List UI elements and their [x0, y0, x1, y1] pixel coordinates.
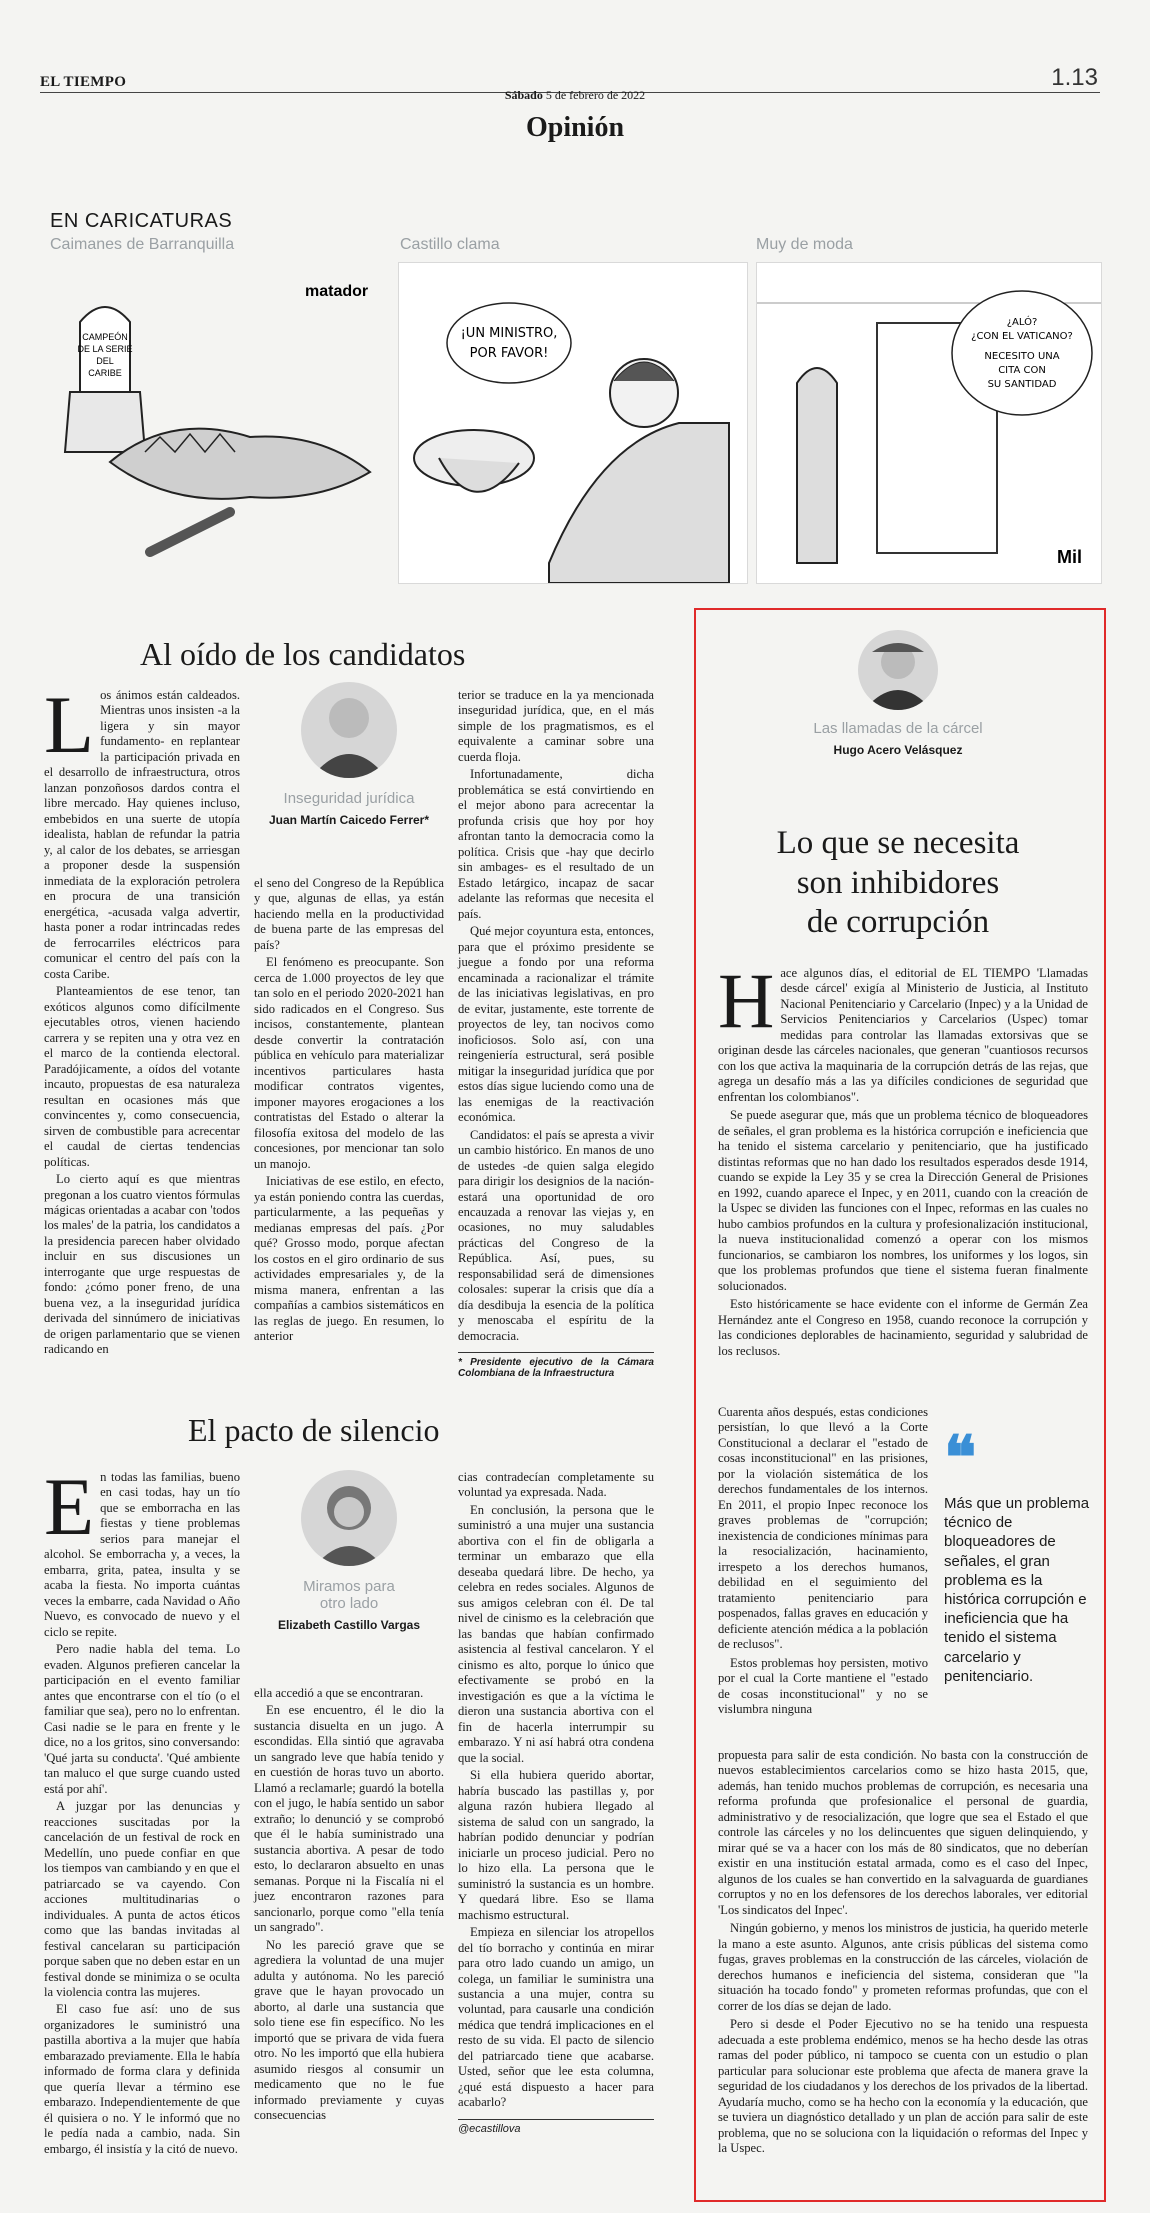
drop-cap: E — [44, 1461, 95, 1552]
author-signature: @ecastillova — [458, 2119, 654, 2135]
caricatures-heading: EN CARICATURAS — [50, 210, 233, 232]
author-photo — [858, 630, 938, 710]
article-column: propuesta para salir de esta condición. No basta con la construcción de nuevos establecimientos carcelarios como se hizo hasta 2015, que, además, han tenido muchos problemas de corrupción, es necesaria una reforma profunda que profesionalice el personal de guardia, administrativo y de resocialización, que logre que sea el Estado el que controle las cárceles y no los delincuentes que siguen delinquiendo, y mirar qué se va a hacer con los más de 80 sindicatos, que no deberían existir en una institución estatal armada, como es el caso del Inpec, algunos de los cuales se han convertido en la salvaguarda de guardianes corruptos y no en los defensores de los derechos laborales, ver editorial 'Los sindicatos del Inpec'. Ningún gobierno, y menos los ministros de justicia, ha querido meterle la mano a este asunto. Algunos, ante crisis públicas del sistema como fugas, graves problemas en la construcción de las cárceles, violación de derechos humanos e ineficiencia del sistema, consideran que "la situación ha tocado fondo" y prometen reformas profundas, que con el correr de los días se dejan de lado. Pero si desde el Poder Ejecutivo no se ha tenido una respuesta adecuada a este problema endémico, menos se ha hecho desde las otras ramas del poder público, ni tampoco se cuenta con un estudio o plan particular para solucionar este problema que afecta de manera grave la seguridad de los ciudadanos y los derechos de los privados de la libertad. Ayudaría mucho, como se ha hecho con la economía y la educación, que se tuviera un diagnóstico detallado y un plan de acción para salir de este problema, que no se soluciona con la liquidación o reformas del Inpec y la Uspec. — [718, 1748, 1088, 2156]
svg-text:CITA CON: CITA CON — [998, 365, 1046, 376]
drop-cap: L — [44, 679, 95, 770]
article-column: Cuarenta años después, estas condiciones persistían, lo que llevó a la Corte Constitucional a declarar el "estado de cosas inconstitucional" en las prisiones, por la violación sistemática de los derechos fundamentales de los internos. En 2011, el propio Inpec reconoce los graves problemas de "corrupción; inexistencia de condiciones mínimas para la resocialización, hacinamiento, irrespeto a los derechos humanos, debilidad en el seguimiento del tratamiento penitenciario para pospenados, fallas graves en educación y deficiente atención médica a la población de reclusos". Estos problemas hoy persisten, motivo por el cual la Corte mantiene el "estado de cosas inconstitucional" y no se vislumbra ninguna — [718, 1405, 928, 1717]
issue-date: Sábado 5 de febrero de 2022 — [504, 88, 646, 102]
author-block — [254, 1470, 444, 1632]
article-column: cias contradecían completamente su voluntad ya expresada. Nada. En conclusión, la persona que le suministró a una mujer una sustancia abortiva con el fin de obligarla a terminar un embarazo que ella deseaba quedará libre. De hecho, ya celebra en redes sociales. Algunos de sus amigos celebran con él. De tal nivel de cinismo es la celebración que las bandas que habían confirmado asistencia al festival cancelaron. Y el cinismo es alto, porque lo único que efectivamente se probó en la investigación es que a la víctima le dieron una sustancia abortiva con el fin de hacerla interrumpir su embarazo. Y ni así habrá otra condena que la social. Si ella hubiera querido abortar, habría buscado las pastillas y, por alguna razón hubiera llegado al sistema de salud con un sangrado, la habrían podido denunciar y podrían iniciarle un proceso judicial. Pero no lo hizo ella. La persona que le suministró la sustancia es un hombre. Y quedará libre. Eso se llama machismo estructural. Empieza en silenciar los atropellos del tío borracho y continúa en mirar para otro lado cuando un amigo, un colega, un familiar le suministra una sustancia a una mujer, contra su voluntad, para causarle una condición médica que tendrá implicaciones en el resto de su vida. El pacto de silencio del patriarcado tiene que acabarse. Usted, señor que lee esta columna, ¿qué está dispuesto a hacer para acabarlo? @ecastillova — [458, 1470, 654, 2135]
svg-text:DEL: DEL — [96, 356, 114, 366]
article-column: terior se traduce en la ya mencionada inseguridad jurídica, que, en el más simple de los pragmatismos, es el equivalente a caminar sobre una cuerda floja. Infortunadamente, dicha problemática se está convirtiendo en el mejor abono para acrecentar la profunda crisis que hoy por hoy afrontan tanto la democracia como la política. Crisis que -hay que decirlo sin ambages- es el resultado de un Estado letárgico, incapaz de sacar adelante las reformas que necesita el país. Qué mejor coyuntura esta, entonces, para que el próximo presidente se juegue a fondo por una reforma encaminada a racionalizar el trámite de las iniciativas legislativas, en pro de evitar, justamente, este torrente de proyectos de ley, tan nocivos como inoficiosos. Solo así, con una reingeniería estructural, será posible mitigar la inseguridad jurídica que por estos días sigue luciendo como una de las enemigas de la reactivación económica. Candidatos: el país se apresta a vivir un cambio histórico. En manos de uno de ustedes -de quien salga elegido para dirigir los designios de la nación- estará una oportunidad de oro encauzada a renovar las viejas y, en ocasiones, no muy saludables prácticas del Congreso de la República. Así, pues, su responsabilidad será de dimensiones colosales: superar la crisis que día a día desdibuja la esencia de la política y menoscaba el espíritu de la democracia. * Presidente ejecutivo de la Cámara Colombiana de la Infraestructura — [458, 688, 654, 1380]
author-footnote: * Presidente ejecutivo de la Cámara Colombiana de la Infraestructura — [458, 1352, 654, 1379]
caricature-image-3 — [756, 262, 1102, 584]
article-column: L os ánimos están caldeados. Mientras unos insisten -a la ligera y sin mayor fundamento- en replantear la participación privada en el desarrollo de infraestructura, otros lanzan ponzoñosos dardos contra el libre mercado. Hay quienes incluso, embebidos en una suerte de utopía idealista, hablan de refundar la patria y, al calor de los debates, se arriesgan a proponer desde la suspensión inmediata de la exploración petrolera en procura de una transición energética, -acusada valga advertir, hasta poner a rodar intrincadas redes de ferrocarriles eléctricos para comunicar el centro del país con la costa Caribe. Planteamientos de ese tenor, tan exóticos algunos como difícilmente ejecutables otros, vienen haciendo carrera y se repiten una y otra vez en el marco de la contienda electoral. Paradójicamente, a oídos del votante incauto, propuestas de esa naturaleza resultan en ocasiones más que convincentes y, como consecuencia, sirven de combustible para acrecentar el caudal de ciertas tendencias políticas. Lo cierto aquí es que mientras pregonan a los cuatro vientos fórmulas mágicas orientadas a acabar con 'todos los males' de la patria, los candidatos a la presidencia parecen haber olvidado incluir en sus discusiones un interrogante que urge respuestas de fondo: ¿cómo poner freno, de una buena vez, a la inseguridad jurídica derivada del sinnúmero de iniciativas de origen parlamentario que se vienen radicando en — [44, 679, 240, 1357]
quote-icon: ❝ — [944, 1424, 977, 1491]
artist-signature: matador — [305, 283, 369, 300]
svg-text:CAMPEÓN: CAMPEÓN — [82, 332, 128, 342]
article-column: E n todas las familias, bueno en casi todas, hay un tío que se emborracha en las fiestas y tiene problemas serios para manejar el alcohol. Se emborracha y, a veces, la embarra, grita, patea, insulta y se acaba la fiesta. No importa cuántas veces la embarre, cada Navidad o Año Nuevo, es convocado de nuevo y el ciclo se repite. Pero nadie habla del tema. Lo evaden. Algunos prefieren cancelar la participación en el evento familiar antes que encontrarse con el tío (o el familiar que sea), pero no lo enfrentan. Casi nadie se le para en frente y le dice, no a los gritos, sino conversando: 'Qué jarta su conducta'. 'Qué ambiente tan maluco el que surge cuando usted está por ahí'. A juzgar por las denuncias y reacciones suscitadas por la cancelación de un festival de rock en Medellín, uno puede confiar en que los tiempos van cambiando y en que el patriarcado se va cayendo. Con acciones multitudinarias o individuales. A punta de actos éticos como que las bandas invitadas al festival cancelaran su participación porque saben que no deben estar en un festival donde se minimiza o se oculta la violencia contra las mujeres. El caso fue así: uno de sus organizadores le suministró una pastilla abortiva a la mujer que había embarazado previamente. Ella le había informado de forma clara y definida que quería llevar a término ese embarazo. Independientemente de que él quisiera o no. Y le informó que no le pedía nada a cambio, nada. Sin embargo, él insistía y la citó de nuevo. — [44, 1461, 240, 2156]
caricature-caption-2: Castillo clama — [400, 236, 500, 253]
section-title: Opinión — [525, 112, 625, 143]
drop-cap: H — [718, 957, 775, 1044]
author-photo — [301, 1470, 397, 1566]
article-column: ella accedió a que se encontraran. En ese encuentro, él le dio la sustancia disuelta en un jugo. A escondidas. Ella sintió que agravaba un sangrado leve que había tenido y en cuestión de horas tuvo un aborto. Llamó a reclamarle; guardó la botella con el jugo, le había sentido un sabor extraño; lo denunció y se comprobó que él le había suministrado una sustancia abortiva. A pesar de todo esto, lo declararon absuelto en unas semanas. Porque ni la Fiscalía ni el juez encontraron razones para sancionarlo, porque como "ella tenía un sangrado". No les pareció grave que se agrediera la voluntad de una mujer adulta y autónoma. No les pareció grave que le hayan provocado un aborto, al darle una sustancia que solo tiene ese fin específico. No les importó que se privara de vida fuera otro. No les importó que ella hubiera asumido riesgos al consumir un medicamento que no le fue informado previamente y cuyas consecuencias — [254, 1686, 444, 2123]
pull-quote: ❝ Más que un problema técnico de bloqueadores de señales, el gran problema es la histórica corrupción e ineficiencia que ha tenido el sistema carcelario y penitenciario. — [944, 1428, 1092, 1686]
svg-text:¿CON EL VATICANO?: ¿CON EL VATICANO? — [971, 331, 1073, 342]
author-block — [254, 682, 444, 827]
svg-text:SU SANTIDAD: SU SANTIDAD — [987, 379, 1057, 390]
author-photo — [301, 682, 397, 778]
article-kicker: Miramos para otro lado — [303, 1578, 395, 1612]
author-block — [700, 630, 1096, 757]
article-kicker: Las llamadas de la cárcel — [813, 720, 983, 737]
page-number: 1.13 — [1051, 64, 1098, 91]
article-title: Lo que se necesita son inhibidores de corrupción — [776, 825, 1020, 941]
article-column: H ace algunos días, el editorial de EL TIEMPO 'Llamadas desde cárcel' exigía al Ministerio de Justicia, al Instituto Nacional Penitenciario y Carcelario (Inpec) y a la Unidad de Servicios Penitenciarios y Carcelarios (Uspec) tomar medidas para controlar las llamadas extorsivas que se originan desde las cárceles nacionales, que generan "cuantiosos recursos con los que activa la maquinaria de la corrupción detrás de las rejas, que agrega un desafío más a las ya difíciles condiciones de seguridad que enfrentan los colombianos". Se puede asegurar que, más que un problema técnico de bloqueadores de señales, el gran problema es la histórica corrupción e ineficiencia que ha tenido el sistema carcelario y penitenciario, que ha justificado distintas reformas que no han dado los resultados esperados desde 1914, cuando se expide la Ley 35 y se crea la Dirección General de Prisiones en 1992, cuando aparece el Inpec, y en 2011, cuando con la creación de la Uspec se dividen las funciones con el Inpec, reformas en las cuales no hubo cambios profundos en la cultura y profesionalización institucional, la nueva institucionalidad comenzó a operar con los mismos funcionarios, se cambiaron los nombres, los uniformes y los logos, sin que los problemas profundos que tiene el sistema fueran finalmente solucionados. Esto históricamente se hace evidente con el informe de Germán Zea Hernández ante el Congreso en 1958, cuando reconoce la corrupción y las condiciones deplorables de hacinamiento, seguridad y salubridad de los reclusos. — [718, 957, 1088, 1358]
svg-text:¿ALÓ?: ¿ALÓ? — [1006, 317, 1038, 328]
article-column: el seno del Congreso de la República y que, algunas de ellas, ya están haciendo mella en la productividad de buena parte de las empresas del país? El fenómeno es preocupante. Son cerca de 1.000 proyectos de ley que tan solo en el periodo 2020-2021 han sido radicados en el Congreso. Sus incisos, constantemente, plantean desde convertir la contratación pública en vehículo para materializar incentivos particulares hasta modificar contratos vigentes, imponer mayores erogaciones a los contratistas del Estado o alterar la filosofía exitosa del modelo de las concesiones, por mencionar tan solo un manojo. Iniciativas de ese estilo, en efecto, ya están poniendo contra las cuerdas, particularmente, a las pequeñas y medianas empresas del país. ¿Por qué? Grosso modo, porque afectan los costos en el giro ordinario de sus actividades empresariales y, de la misma manera, enfrentan a las compañías a cambios sistemáticos en las reglas de juego. En resumen, lo anterior — [254, 876, 444, 1344]
svg-text:NECESITO UNA: NECESITO UNA — [984, 351, 1060, 362]
publication-name: EL TIEMPO — [40, 74, 127, 90]
article-kicker: Inseguridad jurídica — [283, 790, 415, 807]
caricature-image-1 — [50, 262, 380, 582]
caricature-caption-3: Muy de moda — [756, 236, 853, 253]
article-title: Al oído de los candidatos — [140, 636, 466, 672]
article-title: El pacto de silencio — [188, 1412, 440, 1448]
caricature-caption-1: Caimanes de Barranquilla — [50, 236, 235, 253]
artist-signature: Mil — [1057, 547, 1082, 567]
author-name: Juan Martín Caicedo Ferrer* — [268, 813, 430, 827]
svg-text:CARIBE: CARIBE — [88, 368, 122, 378]
svg-text:POR FAVOR!: POR FAVOR! — [469, 346, 549, 361]
author-name: Elizabeth Castillo Vargas — [277, 1618, 421, 1632]
caricature-image-2 — [398, 262, 748, 584]
author-name: Hugo Acero Velásquez — [833, 743, 963, 757]
svg-text:¡UN MINISTRO,: ¡UN MINISTRO, — [460, 326, 558, 341]
svg-text:DE LA SERIE: DE LA SERIE — [77, 344, 133, 354]
